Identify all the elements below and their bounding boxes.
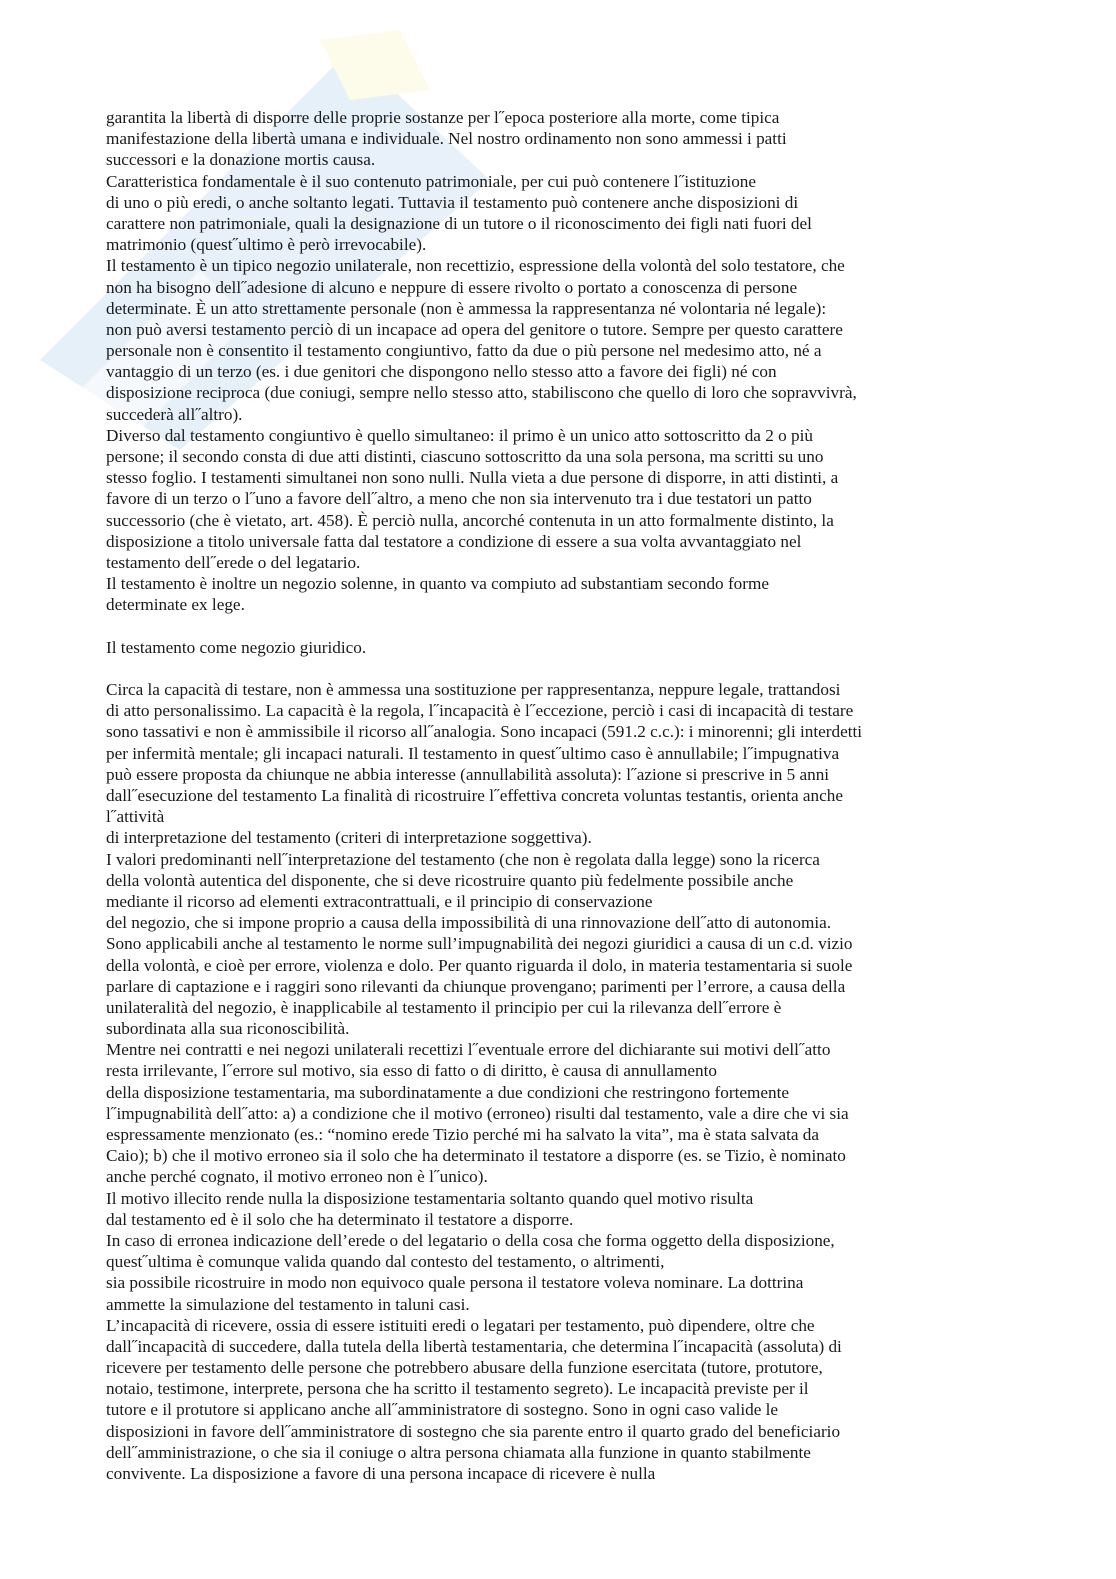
text-line: dall˝esecuzione del testamento La finalità di ricostruire l˝effettiva concreta voluntas testantis, orienta anche (106, 786, 844, 805)
text-line: ammette la simulazione del testamento in taluni casi. (106, 1294, 470, 1314)
text-line: I valori predominanti nell˝interpretazione del testamento (che non è regolata dalla legge) sono la ricerca (106, 849, 820, 869)
text-line: disposizione reciproca (due coniugi, sempre nello stesso atto, stabiliscono che quello di loro che sopravvivrà, (106, 383, 857, 403)
text-line: testamento dell˝erede o del legatario. (106, 552, 361, 572)
text-line: L’incapacità di ricevere, ossia di essere istituiti eredi o legatari per testamento, può dipendere, oltre che (106, 1315, 815, 1335)
text-line: convivente. La disposizione a favore di una persona incapace di ricevere è nulla (106, 1464, 656, 1483)
document-body (106, 107, 1011, 1484)
text-line: quest˝ultima è comunque valida quando dal contesto del testamento, o altrimenti, (106, 1252, 665, 1272)
text-line: Il motivo illecito rende nulla la disposizione testamentaria soltanto quando quel motivo risulta (106, 1188, 754, 1208)
text-line: dell˝amministrazione, o che sia il coniuge o altra persona chiamata alla funzione in quanto stabilmente (106, 1442, 811, 1462)
text-line: di uno o più eredi, o anche soltanto legati. Tuttavia il testamento può contenere anche disposizioni di (106, 192, 799, 212)
text-line: Caio); b) che il motivo erroneo sia il solo che ha determinato il testatore a disporre (es. se Tizio, è nominato (106, 1146, 846, 1166)
text-line: del negozio, che si impone proprio a causa della impossibilità di una rinnovazione dell˝atto di autonomia. (106, 913, 832, 933)
text-line: persone; il secondo consta di due atti distinti, ciascuno sottoscritto da una sola persona, ma scritti su uno (106, 447, 824, 466)
text-line: subordinata alla sua riconoscibilità. (106, 1019, 350, 1039)
text-line: per infermità mentale; gli incapaci naturali. Il testamento in quest˝ultimo caso è annullabile; l˝impugnativa (106, 743, 840, 763)
text-line: Caratteristica fondamentale è il suo contenuto patrimoniale, per cui può contenere l˝istituzione (106, 171, 757, 191)
text-line: Il testamento è un tipico negozio unilaterale, non recettizio, espressione della volontà del solo testatore, che (106, 256, 845, 276)
text-line: espressamente menzionato (es.: “nomino erede Tizio perché mi ha salvato la vita”, ma è stata salvata da (106, 1125, 820, 1144)
text-line: sia possibile ricostruire in modo non equivoco quale persona il testatore voleva nominare. La dottrina (106, 1273, 804, 1293)
text-line: dall˝incapacità di succedere, dalla tutela della libertà testamentaria, che determina l˝incapacità (assoluta) di (106, 1336, 842, 1356)
text-line: non ha bisogno dell˝adesione di alcuno e neppure di essere rivolto o portato a conoscenza di persone (106, 277, 798, 297)
text-line: Diverso dal testamento congiuntivo è quello simultaneo: il primo è un unico atto sottoscritto da 2 o più (106, 425, 813, 445)
blank-line (106, 658, 1011, 679)
text-line: l˝impugnabilità dell˝atto: a) a condizione che il motivo (erroneo) risulti dal testamento, vale a dire che vi sia (106, 1103, 849, 1123)
text-line: determinate ex lege. (106, 595, 245, 615)
text-line: Circa la capacità di testare, non è ammessa una sostituzione per rappresentanza, neppure legale, trattandosi (106, 680, 841, 700)
text-line: di interpretazione del testamento (criteri di interpretazione soggettiva). (106, 828, 592, 848)
text-line: personale non è consentito il testamento congiuntivo, fatto da due o più persone nel medesimo atto, né a (106, 341, 822, 361)
text-line: determinate. È un atto strettamente personale (non è ammessa la rappresentanza né volontaria né legale): (106, 298, 827, 318)
text-line: notaio, testimone, interprete, persona che ha scritto il testamento segreto). Le incapacità previste per il (106, 1379, 809, 1399)
text-line: dal testamento ed è il solo che ha determinato il testatore a disporre. (106, 1209, 574, 1229)
text-line: successori e la donazione mortis causa. (106, 150, 376, 170)
text-line: non può aversi testamento perciò di un incapace ad opera del genitore o tutore. Sempre per questo carattere (106, 319, 843, 339)
text-line: Sono applicabili anche al testamento le norme sull’impugnabilità dei negozi giuridici a causa di un c.d. vizio (106, 934, 853, 954)
text-line: favore di un terzo o l˝uno a favore dell˝altro, a meno che non sia intervenuto tra i due testatori un patto (106, 489, 812, 509)
text-line: l˝attività (106, 807, 165, 827)
text-line: anche perché cognato, il motivo erroneo non è l˝unico). (106, 1167, 488, 1187)
text-line: parlare di captazione e i raggiri sono rilevanti da chiunque provengano; parimenti per l’errore, a causa della (106, 976, 846, 996)
text-line: stesso foglio. I testamenti simultanei non sono nulli. Nulla vieta a due persone di disporre, in atti distinti, a (106, 468, 839, 488)
section-heading (106, 637, 1011, 658)
text-line: carattere non patrimoniale, quali la designazione di un tutore o il riconoscimento dei figli nati fuori del (106, 213, 812, 233)
text-line: Il testamento come negozio giuridico. (106, 637, 367, 657)
text-line: matrimonio (quest˝ultimo è però irrevocabile). (106, 235, 427, 255)
text-line: Mentre nei contratti e nei negozi unilaterali recettizi l˝eventuale errore del dichiarante sui motivi dell˝atto (106, 1040, 831, 1060)
paragraph (106, 679, 1011, 1484)
text-line: tutore e il protutore si applicano anche all˝amministratore di sostegno. Sono in ogni caso valide le (106, 1400, 779, 1420)
text-line: della disposizione testamentaria, ma subordinatamente a due condizioni che restringono fortemente (106, 1082, 789, 1102)
text-line: vantaggio di un terzo (es. i due genitori che dispongono nello stesso atto a favore dei figli) né con (106, 362, 777, 382)
text-line: della volontà, e cioè per errore, violenza e dolo. Per quanto riguarda il dolo, in materia testamentaria si suole (106, 955, 853, 975)
text-line: mediante il ricorso ad elementi extracontrattuali, e il principio di conservazione (106, 891, 653, 911)
text-line: può essere proposta da chiunque ne abbia interesse (annullabilità assoluta): l˝azione si prescrive in 5 anni (106, 764, 830, 784)
text-line: succederà all˝altro). (106, 404, 243, 424)
text-line: Il testamento è inoltre un negozio solenne, in quanto va compiuto ad substantiam secondo forme (106, 574, 769, 594)
text-line: unilateralità del negozio, è inapplicabile al testamento il principio per cui la rilevanza dell˝errore è (106, 997, 782, 1017)
text-line: resta irrilevante, l˝errore sul motivo, sia esso di fatto o di diritto, è causa di annullamento (106, 1061, 717, 1081)
text-line: sono tassativi e non è ammissibile il ricorso all˝analogia. Sono incapaci (591.2 c.c.): i minorenni; gli interdetti (106, 722, 863, 742)
blank-line (106, 616, 1011, 637)
text-line: della volontà autentica del disponente, che si deve ricostruire quanto più fedelmente possibile anche (106, 870, 794, 890)
text-line: successorio (che è vietato, art. 458). È perciò nulla, ancorché contenuta in un atto formalmente distinto, la (106, 510, 834, 530)
text-line: manifestazione della libertà umana e individuale. Nel nostro ordinamento non sono ammessi i patti (106, 129, 787, 149)
text-line: ricevere per testamento delle persone che potrebbero abusare della funzione esercitata (tutore, protutore, (106, 1358, 823, 1378)
paragraph (106, 107, 1011, 616)
text-line: disposizioni in favore dell˝amministratore di sostegno che sia parente entro il quarto grado del beneficiario (106, 1421, 841, 1441)
text-line: disposizione a titolo universale fatta dal testatore a condizione di essere a sua volta avvantaggiato nel (106, 531, 802, 551)
text-line: di atto personalissimo. La capacità è la regola, l˝incapacità è l˝eccezione, perciò i casi di incapacità di testare (106, 701, 854, 721)
text-line: In caso di erronea indicazione dell’erede o del legatario o della cosa che forma oggetto della disposizione, (106, 1230, 835, 1250)
text-line: garantita la libertà di disporre delle proprie sostanze per l˝epoca posteriore alla morte, come tipica (106, 108, 780, 127)
